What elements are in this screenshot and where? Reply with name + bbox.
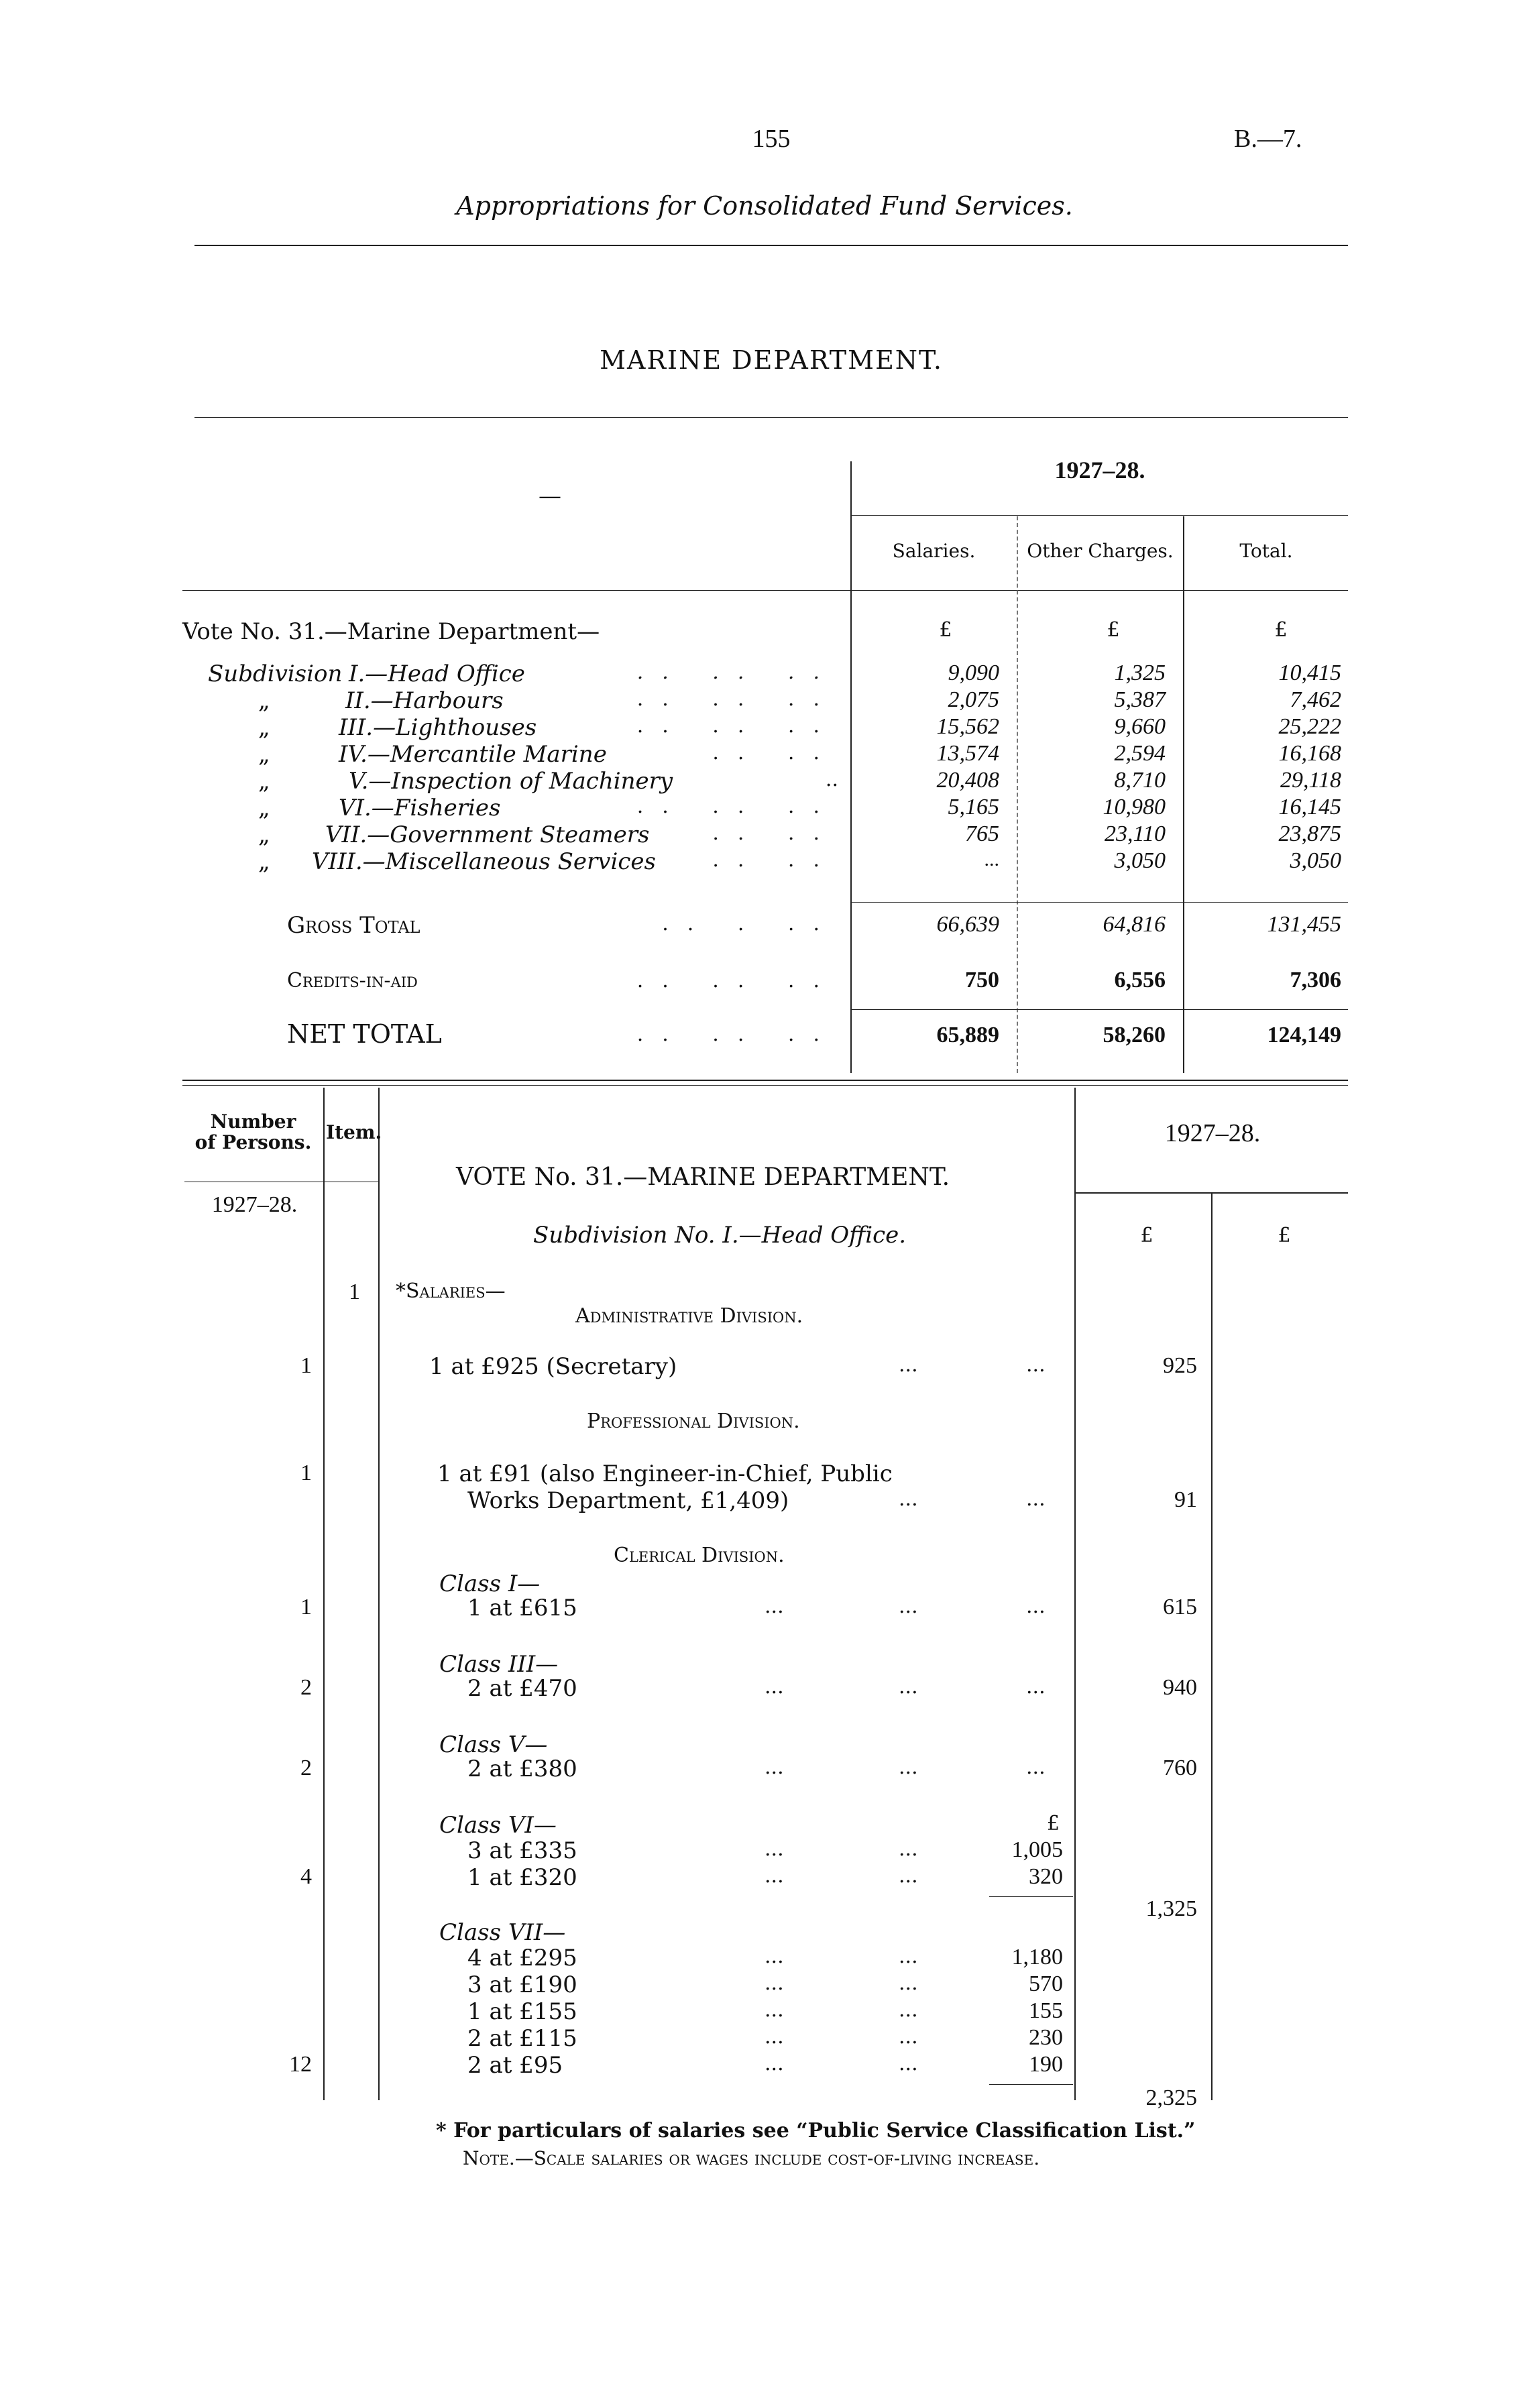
row-other: 10,980 — [1103, 795, 1166, 819]
prof-division-heading: Professional Division. — [587, 1410, 800, 1433]
section-rule-bottom — [182, 1085, 1348, 1086]
row-label: VI.—Fisheries — [339, 795, 501, 821]
class-7-line-amount: 230 — [1029, 2025, 1063, 2050]
row-leaders: .. .. .. — [636, 687, 838, 711]
row-leaders: .. .. .. — [636, 661, 838, 684]
row-leaders: .. .. .. — [636, 969, 838, 992]
leader-dots: ... — [899, 1837, 918, 1861]
detail-year: 1927–28. — [1164, 1119, 1261, 1147]
leader-dots: ... — [765, 1595, 784, 1618]
row-other: 2,594 — [1114, 741, 1166, 766]
leader-dots: ... — [765, 1864, 784, 1888]
row-leaders: .. .. .. — [636, 1023, 838, 1046]
year-header-rule — [1074, 1192, 1348, 1194]
row-label: VII.—Government Steamers — [325, 821, 650, 848]
class-7-line-text: 2 at £95 — [467, 2052, 563, 2079]
class-5-label: Class V— — [439, 1731, 548, 1758]
salaries-heading: *Salaries— — [396, 1279, 506, 1303]
gross-label: Gross Total — [287, 912, 420, 939]
gross-rule — [850, 902, 1348, 903]
row-salaries: 5,165 — [948, 795, 999, 819]
class-1-amount: 615 — [1163, 1595, 1197, 1619]
leader-dots: ... — [899, 1998, 918, 2022]
stub-dash: — — [539, 483, 561, 510]
currency-other: £ — [1107, 618, 1120, 642]
persons-year: 1927–28. — [211, 1192, 298, 1217]
page-number: 155 — [752, 125, 791, 153]
leader-dots: ... — [765, 2025, 784, 2049]
leader-dots: ... — [899, 1353, 918, 1377]
row-salaries: 765 — [965, 821, 999, 846]
persons-header-line-1: Number — [210, 1110, 296, 1133]
class-7-sum-rule — [989, 2084, 1073, 2085]
row-salaries: 15,562 — [936, 714, 999, 739]
leader-dots: ... — [899, 1945, 918, 1968]
class-7-line-text: 2 at £115 — [467, 2025, 577, 2052]
leader-dots: ... — [899, 1675, 918, 1699]
row-prefix: „ — [258, 714, 270, 741]
row-other: 1,325 — [1114, 661, 1166, 685]
leader-dots: ... — [1026, 1353, 1046, 1377]
leader-dots: ... — [765, 2052, 784, 2075]
row-prefix: „ — [258, 795, 270, 821]
row-label: V.—Inspection of Machinery — [349, 768, 673, 795]
leader-dots: ... — [899, 1864, 918, 1888]
class-7-line-amount: 155 — [1029, 1998, 1063, 2023]
gross-other: 64,816 — [1103, 912, 1166, 937]
prof-amount: 91 — [1174, 1487, 1197, 1512]
admin-persons: 1 — [300, 1353, 312, 1378]
summary-header-rule — [182, 590, 1348, 591]
class-1-line: 1 at £615 — [467, 1595, 577, 1621]
class-7-line-amount: 190 — [1029, 2052, 1063, 2077]
class-5-persons: 2 — [300, 1756, 312, 1780]
currency-total: £ — [1274, 618, 1288, 642]
row-salaries: 20,408 — [936, 768, 999, 793]
item-header: Item. — [326, 1121, 382, 1143]
row-prefix: „ — [258, 741, 270, 768]
net-rule — [850, 1009, 1348, 1010]
leader-dots: ... — [765, 1945, 784, 1968]
class-7-total: 2,325 — [1145, 2085, 1197, 2110]
credits-other: 6,556 — [1114, 968, 1166, 992]
class-7-label: Class VII— — [439, 1919, 566, 1946]
prof-line-2: Works Department, £1,409) — [467, 1487, 789, 1514]
class-3-label: Class III— — [439, 1651, 559, 1678]
net-salaries: 65,889 — [936, 1023, 999, 1047]
persons-header — [188, 1112, 319, 1153]
class-5-line: 2 at £380 — [467, 1756, 577, 1782]
amount-divider-2 — [1211, 1194, 1213, 2100]
class-6-line-2: 1 at £320 — [467, 1864, 577, 1891]
row-leaders: .. — [825, 768, 838, 791]
class-6-amount-1: 1,005 — [1011, 1837, 1063, 1862]
row-salaries: 9,090 — [948, 661, 999, 685]
leader-dots: ... — [765, 1998, 784, 2022]
leader-dots: ... — [1026, 1595, 1046, 1618]
net-total: 124,149 — [1267, 1023, 1341, 1047]
class-3-line: 2 at £470 — [467, 1675, 577, 1702]
leader-dots: ... — [899, 2052, 918, 2075]
currency-col-a: £ — [1140, 1224, 1153, 1247]
row-total: 29,118 — [1280, 768, 1341, 793]
net-other: 58,260 — [1103, 1023, 1166, 1047]
currency-col-b: £ — [1278, 1224, 1291, 1247]
row-leaders: .. .. .. — [636, 795, 838, 818]
row-leaders: .. . .. — [662, 912, 838, 935]
col-salaries: Salaries. — [892, 540, 976, 562]
row-prefix: „ — [258, 821, 270, 848]
class-7-persons: 12 — [289, 2052, 312, 2077]
row-label: VIII.—Miscellaneous Services — [312, 848, 656, 875]
row-salaries: 2,075 — [948, 687, 999, 712]
row-salaries: ... — [984, 848, 999, 870]
class-7-line-amount: 1,180 — [1011, 1945, 1063, 1969]
section-rule-top — [182, 1080, 1348, 1081]
leader-dots: ... — [899, 1756, 918, 1779]
row-total: 10,415 — [1278, 661, 1341, 685]
persons-header-line-2: of Persons. — [194, 1131, 312, 1153]
leader-dots: ... — [765, 1756, 784, 1779]
running-title: Appropriations for Consolidated Fund Services. — [456, 191, 1073, 221]
title-rule — [194, 417, 1348, 418]
class-6-persons: 4 — [300, 1864, 312, 1889]
class-7-line-amount: 570 — [1029, 1971, 1063, 1996]
row-label: III.—Lighthouses — [339, 714, 537, 741]
class-7-line-text: 3 at £190 — [467, 1971, 577, 1998]
leader-dots: ... — [1026, 1756, 1046, 1779]
row-other: 5,387 — [1114, 687, 1166, 712]
leader-dots: ... — [899, 1971, 918, 1995]
row-leaders: .. .. — [712, 741, 838, 764]
row-prefix: „ — [258, 687, 270, 714]
gross-salaries: 66,639 — [936, 912, 999, 937]
leader-dots: ... — [899, 1595, 918, 1618]
row-total: 16,145 — [1278, 795, 1341, 819]
row-salaries: 13,574 — [936, 741, 999, 766]
row-total: 16,168 — [1278, 741, 1341, 766]
footnote: * For particulars of salaries see “Public Service Classification List.” — [436, 2119, 1196, 2142]
row-leaders: .. .. — [712, 821, 838, 845]
note: Note.—Scale salaries or wages include cost-of-living increase. — [463, 2147, 1040, 2169]
leader-dots: ... — [1026, 1675, 1046, 1699]
class-5-amount: 760 — [1163, 1756, 1197, 1780]
row-prefix: „ — [258, 768, 270, 795]
col-divider-3 — [1183, 516, 1184, 1073]
document-reference: B.—7. — [1234, 125, 1302, 153]
row-other: 3,050 — [1114, 848, 1166, 873]
class-6-label: Class VI— — [439, 1812, 557, 1839]
class-6-line-1: 3 at £335 — [467, 1837, 577, 1864]
row-prefix: „ — [258, 848, 270, 875]
gross-total: 131,455 — [1267, 912, 1341, 937]
col-total: Total. — [1239, 540, 1293, 562]
leader-dots: ... — [899, 1487, 918, 1511]
row-label: I.—Head Office — [349, 661, 525, 687]
department-title: MARINE DEPARTMENT. — [600, 345, 943, 375]
class-3-persons: 2 — [300, 1675, 312, 1700]
row-total: 25,222 — [1278, 714, 1341, 739]
prof-line-1: 1 at £91 (also Engineer-in-Chief, Public — [437, 1460, 893, 1487]
class-7-line-text: 4 at £295 — [467, 1945, 577, 1971]
leader-dots: ... — [899, 2025, 918, 2049]
item-number: 1 — [349, 1279, 360, 1304]
vote-title: VOTE No. 31.—MARINE DEPARTMENT. — [456, 1163, 950, 1191]
row-total: 3,050 — [1290, 848, 1341, 873]
col-divider-1 — [850, 461, 852, 1073]
amount-divider — [1074, 1088, 1076, 2100]
class-1-persons: 1 — [300, 1595, 312, 1619]
credits-salaries: 750 — [965, 968, 999, 992]
header-rule — [194, 245, 1348, 246]
credits-total: 7,306 — [1290, 968, 1341, 992]
leader-dots: ... — [1026, 1487, 1046, 1511]
col-other-charges: Other Charges. — [1027, 540, 1174, 562]
net-label: NET TOTAL — [287, 1019, 442, 1049]
row-total: 7,462 — [1290, 687, 1341, 712]
class-3-amount: 940 — [1163, 1675, 1197, 1700]
col-divider-2 — [1017, 516, 1018, 1073]
leader-dots: ... — [765, 1971, 784, 1995]
class-6-total: 1,325 — [1145, 1896, 1197, 1921]
row-leaders: .. .. .. — [636, 714, 838, 738]
admin-amount: 925 — [1163, 1353, 1197, 1378]
class-6-currency: £ — [1046, 1812, 1060, 1835]
leader-dots: ... — [765, 1837, 784, 1861]
row-other: 9,660 — [1114, 714, 1166, 739]
row-other: 23,110 — [1105, 821, 1166, 846]
class-7-line-text: 1 at £155 — [467, 1998, 577, 2025]
class-1-label: Class I— — [439, 1570, 541, 1597]
class-6-sum-rule — [989, 1896, 1073, 1897]
admin-division-heading: Administrative Division. — [575, 1304, 803, 1328]
row-total: 23,875 — [1278, 821, 1341, 846]
row-label: II.—Harbours — [345, 687, 504, 714]
credits-label: Credits-in-aid — [287, 969, 418, 992]
persons-divider — [323, 1088, 325, 2100]
row-leaders: .. .. — [712, 848, 838, 872]
row-other: 8,710 — [1114, 768, 1166, 793]
subdivision-title: Subdivision No. I.—Head Office. — [533, 1222, 907, 1249]
item-divider — [378, 1088, 380, 2100]
currency-salaries: £ — [939, 618, 952, 642]
summary-vote-label: Vote No. 31.—Marine Department— — [182, 618, 600, 645]
year-rule — [850, 515, 1348, 516]
leader-dots: ... — [765, 1675, 784, 1699]
summary-year: 1927–28. — [1054, 457, 1145, 483]
class-6-amount-2: 320 — [1029, 1864, 1063, 1889]
admin-line: 1 at £925 (Secretary) — [429, 1353, 677, 1380]
prof-persons: 1 — [300, 1460, 312, 1485]
row-label: IV.—Mercantile Marine — [339, 741, 607, 768]
clerical-division-heading: Clerical Division. — [614, 1544, 785, 1567]
row-prefix: Subdivision — [208, 661, 343, 687]
